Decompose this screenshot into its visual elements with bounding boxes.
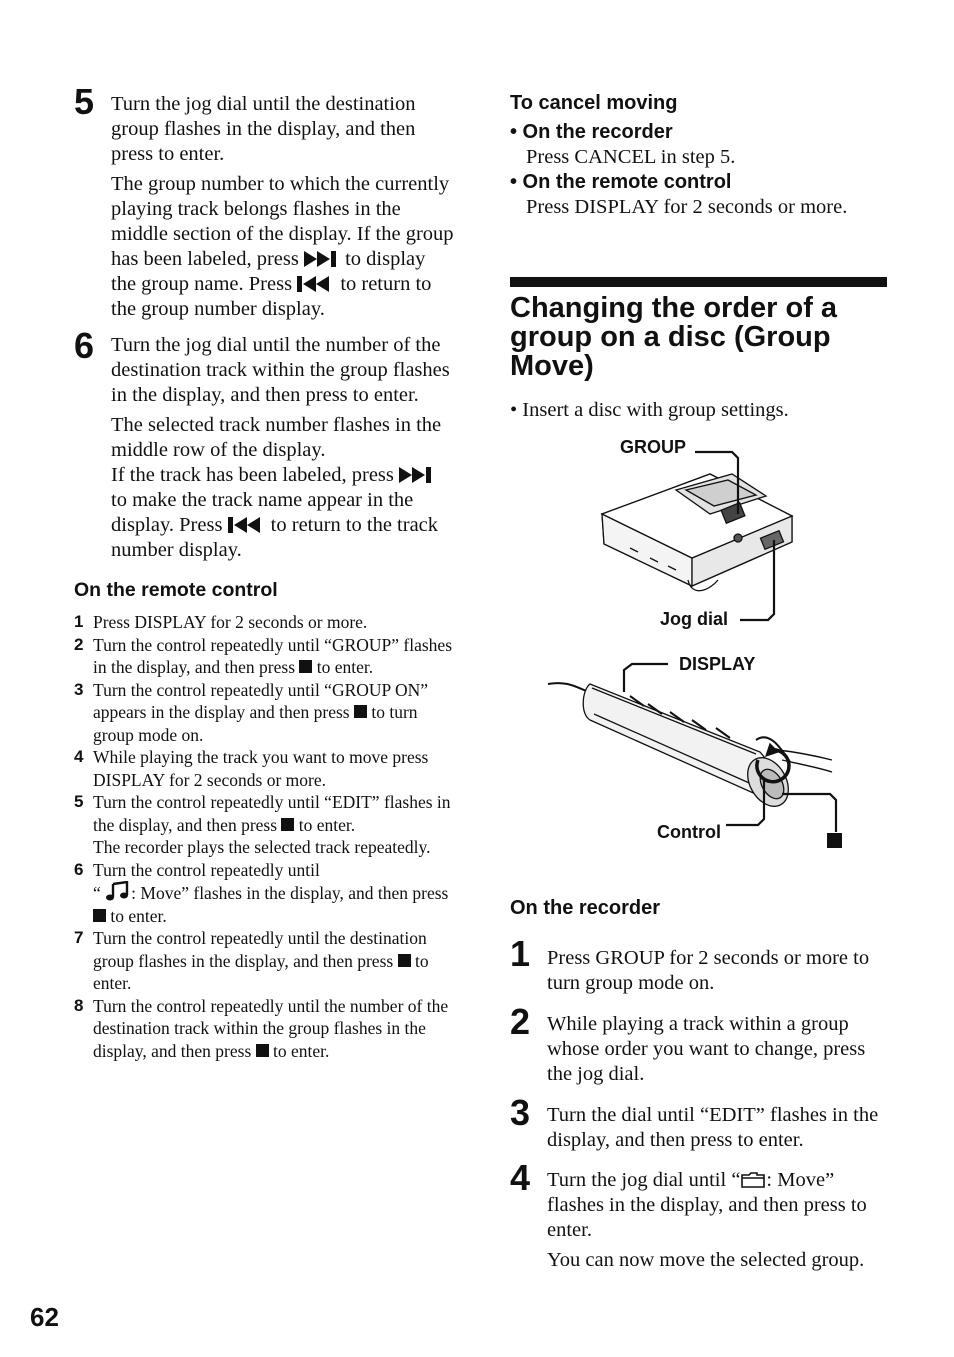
item-text: Turn the control repeatedly until the number of the destination track within the group flashes in the display, and then press <box>93 995 449 1061</box>
item-text: to enter. <box>316 657 374 677</box>
group-label: GROUP <box>620 437 687 457</box>
stop-icon <box>93 909 106 922</box>
stop-icon <box>354 705 367 718</box>
cancel-section <box>510 92 890 220</box>
step-number: 5 <box>74 81 95 122</box>
recorder-heading: On the recorder <box>510 897 661 919</box>
cancel-heading: To cancel moving <box>510 92 678 114</box>
note-text: If the track has been labeled, press <box>111 464 394 486</box>
item-text: While playing the track you want to move press DISPLAY for 2 seconds or more. <box>93 747 429 790</box>
note-text: to display the group name. <box>111 248 426 295</box>
step-text-part: Turn the jog dial until “ <box>547 1169 741 1191</box>
stop-icon <box>299 660 312 673</box>
step-6 <box>74 325 454 563</box>
item-number: 6 <box>74 859 84 879</box>
stop-icon <box>827 833 842 848</box>
item-text: : Move” flashes in the display, and then press <box>131 883 449 903</box>
list-item <box>74 746 454 791</box>
item-text: to enter. <box>298 814 356 835</box>
item-text: to turn group mode on. <box>93 702 418 745</box>
step-2 <box>510 1001 890 1087</box>
note-text: The selected track number flashes in the middle row of the display. <box>111 414 442 461</box>
item-text: Turn the control repeatedly until <box>93 859 320 880</box>
music-note-icon <box>105 881 131 901</box>
item-text: Turn the control repeatedly until “EDIT” flashes in the display, and then press <box>93 792 451 835</box>
step-4 <box>510 1157 890 1273</box>
item-text: to enter. <box>110 905 167 926</box>
jog-dial-label: Jog dial <box>660 609 729 629</box>
stop-icon <box>256 1044 269 1057</box>
control-label: Control <box>657 822 721 842</box>
item-number: 7 <box>74 928 84 947</box>
minidisc-recorder-drawing <box>602 474 792 591</box>
note-text: press <box>256 248 299 270</box>
step-text-part: : Move” flashes in the display, and then press to enter. <box>547 1169 867 1241</box>
step-text: While playing a track within a group whose order you want to change, press the jog dial. <box>547 1013 866 1085</box>
note-text: to return to the track number display. <box>111 514 439 561</box>
step-note: You can now move the selected group. <box>547 1249 865 1271</box>
folder-icon <box>740 1171 766 1189</box>
step-text: Turn the dial until “EDIT” flashes in the display, and then press to enter. <box>547 1104 879 1151</box>
step-text <box>547 1168 890 1243</box>
step-number: 4 <box>510 1157 531 1198</box>
note-text: to make the track name appear in the display. Press <box>111 489 414 536</box>
cancel-remote-label: • On the remote control <box>510 171 732 193</box>
recorder-remote-illustration <box>520 430 850 860</box>
item-number: 2 <box>74 634 84 654</box>
note-text: The group number to which the currently playing track belongs flashes in the middle section of the display. If the group has been labeled, <box>111 173 454 270</box>
stop-callout-line <box>782 794 836 832</box>
list-item: 6 Turn the control repeatedly until “ : Move” flashes in the display, and then press to enter. <box>74 859 449 926</box>
previous-track-icon <box>228 517 266 533</box>
step-number: 3 <box>510 1092 531 1133</box>
section-title: Changing the order of a group on a disc (Group Move) <box>510 292 838 382</box>
list-item <box>74 634 454 679</box>
item-text: to enter. <box>273 1040 330 1061</box>
step-text: Turn the jog dial until the destination group flashes in the display, and then press to enter. <box>111 93 416 165</box>
list-item <box>74 611 454 634</box>
display-label: DISPLAY <box>679 654 756 674</box>
previous-track-icon <box>297 276 335 292</box>
item-text: Turn the control repeatedly until “GROUP” flashes in the display, and then press <box>93 634 453 677</box>
list-item <box>74 995 454 1063</box>
section-rule <box>510 277 887 287</box>
stop-icon <box>281 818 294 831</box>
item-number: 8 <box>74 995 84 1015</box>
item-number: 1 <box>74 612 84 631</box>
item-text: Press DISPLAY for 2 seconds or more. <box>93 612 368 632</box>
cancel-recorder-label: • On the recorder <box>510 121 673 143</box>
next-track-icon <box>399 467 435 483</box>
cancel-remote-text: Press DISPLAY for 2 seconds or more. <box>526 196 848 218</box>
step-text: Turn the jog dial until the number of the destination track within the group flashes in the display, and then press to enter. <box>111 334 450 406</box>
item-text: The recorder plays the selected track repeatedly. <box>93 837 431 857</box>
step-number: 6 <box>74 325 95 366</box>
remote-heading: On the remote control <box>74 579 278 601</box>
recorder-steps <box>510 933 890 1273</box>
step-number: 2 <box>510 1001 531 1042</box>
step-3 <box>510 1092 890 1153</box>
list-item <box>74 679 454 747</box>
list-item <box>74 791 454 859</box>
step-1 <box>510 933 890 996</box>
item-number: 5 <box>74 792 84 811</box>
step-text: Press GROUP for 2 seconds or more to turn group mode on. <box>547 947 870 994</box>
display-callout-line <box>624 664 668 692</box>
item-number: 3 <box>74 679 84 699</box>
step-5 <box>74 82 454 322</box>
next-track-icon <box>304 251 340 267</box>
step-note <box>111 172 454 322</box>
item-text: Turn the control repeatedly until the destination group flashes in the display, and then press <box>93 928 427 971</box>
item-text: Turn the control repeatedly until “GROUP ON” appears in the display and then press <box>93 679 429 722</box>
note-text: Press <box>248 273 293 295</box>
step-note <box>111 413 454 563</box>
stop-icon <box>398 954 411 967</box>
page-number: 62 <box>30 1302 59 1332</box>
note-text: to return to the group number display. <box>111 273 432 320</box>
item-text: to enter. <box>93 950 429 993</box>
step-number: 1 <box>510 933 531 974</box>
cancel-recorder-text: Press CANCEL in step 5. <box>526 146 736 168</box>
list-item <box>74 927 454 995</box>
prerequisite-bullet: • Insert a disc with group settings. <box>510 399 789 421</box>
remote-steps-list <box>74 611 454 1062</box>
item-number: 4 <box>74 747 84 766</box>
left-column <box>74 80 454 1062</box>
